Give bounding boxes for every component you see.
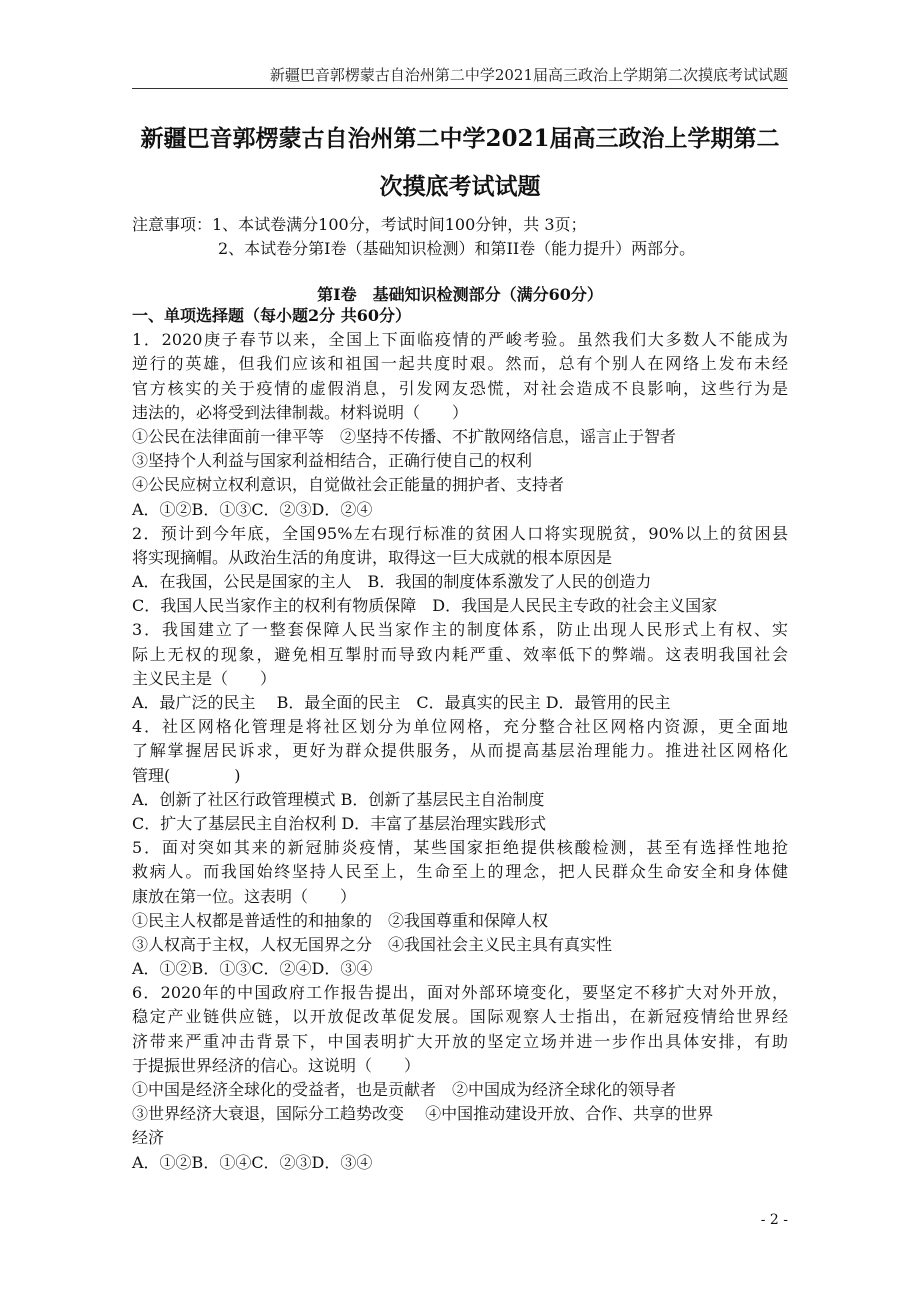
text-line: 2．预计到今年底，全国95%左右现行标准的贫困人口将实现脱贫，90%以上的贫困县 [132,523,788,543]
text-line: 4．社区网格化管理是将社区划分为单位网格，充分整合社区网格内资源，更全面地 [132,717,788,737]
text-line: A．在我国，公民是国家的主人 B．我国的制度体系激发了人民的创造力 [132,572,652,592]
text-line: 主义民主是（ ） [132,668,277,688]
text-line: C．我国人民当家作主的权利有物质保障 D．我国是人民民主专政的社会主义国家 [132,596,718,616]
running-header: 新疆巴音郭楞蒙古自治州第二中学2021届高三政治上学期第二次摸底考试试题 [269,66,788,84]
text-line: 了解掌握居民诉求，更好为群众提供服务，从而提高基层治理能力。推进社区网格化 [132,741,788,761]
text-line: 际上无权的现象，避免相互掣肘而导致内耗严重、效率低下的弊端。这表明我国社会 [132,644,788,664]
text-line: ④公民应树立权利意识，自觉做社会正能量的拥护者、支持者 [132,475,565,495]
text-line: 违法的，必将受到法律制裁。材料说明（ ） [132,402,469,422]
text-line: A．①②B．①④C．②③D．③④ [132,1152,373,1172]
page-number: - 2 - [760,1212,788,1228]
document-title-line-1: 新疆巴音郭楞蒙古自治州第二中学2021届高三政治上学期第二 [140,125,780,152]
text-line: ③世界经济大衰退，国际分工趋势改变 ④中国推动建设开放、合作、共享的世界 [132,1104,714,1124]
text-line: C．扩大了基层民主自治权利 D．丰富了基层治理实践形式 [132,813,547,833]
notice-line-1: 注意事项：1、本试卷满分100分，考试时间100分钟，共 3页； [132,215,587,234]
text-line: 3．我国建立了一整套保障人民当家作主的制度体系，防止出现人民形式上有权、实 [132,620,788,640]
text-line: ①民主人权都是普适性的和抽象的 ②我国尊重和保障人权 [132,910,549,930]
text-line: ③人权高于主权，人权无国界之分 ④我国社会主义民主具有真实性 [132,934,613,954]
text-line: 于提振世界经济的信心。这说明（ ） [132,1055,421,1075]
text-line: ①中国是经济全球化的受益者，也是贡献者 ②中国成为经济全球化的领导者 [132,1080,677,1099]
text-line: 管理( ) [132,765,241,785]
text-line: 1．2020庚子春节以来，全国上下面临疫情的严峻考验。虽然我们大多数人不能成为 [132,330,788,350]
text-line: 济带来严重冲击背景下，中国表明扩大开放的坚定立场并进一步作出具体安排，有助 [132,1031,788,1051]
text-line: 6．2020年的中国政府工作报告提出，面对外部环境变化，要坚定不移扩大对外开放， [132,983,788,1003]
text-line: ①公民在法律面前一律平等 ②坚持不传播、不扩散网络信息，谣言止于智者 [132,426,677,446]
text-line: A．①②B．①③C．②③D．②④ [132,499,373,519]
text-line: 官方核实的关于疫情的虚假消息，引发网友恐慌，对社会造成不良影响，这些行为是 [132,378,788,398]
notice-line-2: 2、本试卷分第Ⅰ卷（基础知识检测）和第II卷（能力提升）两部分。 [218,239,696,258]
text-line: 稳定产业链供应链，以开放促改革促发展。国际观察人士指出，在新冠疫情给世界经 [132,1007,788,1027]
document-title-line-2: 次摸底考试试题 [379,173,541,200]
header-rule [132,88,788,89]
section-title: 第Ⅰ卷 基础知识检测部分（满分60分） [317,285,603,304]
text-line: A．①②B．①③C．②④D．③④ [132,959,373,979]
text-line: ③坚持个人利益与国家利益相结合，正确行使自己的权利 [132,451,533,471]
text-line: A．最广泛的民主 B．最全面的民主 C．最真实的民主 D．最管用的民主 [132,693,671,712]
text-line: 康放在第一位。这表明（ ） [132,886,357,906]
text-line: A．创新了社区行政管理模式 B．创新了基层民主自治制度 [132,789,545,809]
text-line: 救病人。而我国始终坚持人民至上，生命至上的理念，把人民群众生命安全和身体健 [132,862,788,882]
text-line: 将实现摘帽。从政治生活的角度讲，取得这一巨大成就的根本原因是 [132,547,613,567]
text-line: 经济 [132,1128,165,1148]
question-body [132,304,788,1175]
text-line: 逆行的英雄，但我们应该和祖国一起共度时艰。然而，总有个别人在网络上发布未经 [132,354,788,374]
text-line: 5．面对突如其来的新冠肺炎疫情，某些国家拒绝提供核酸检测，甚至有选择性地抢 [132,838,788,858]
text-line: 一、单项选择题（每小题2分 共60分） [132,306,411,325]
